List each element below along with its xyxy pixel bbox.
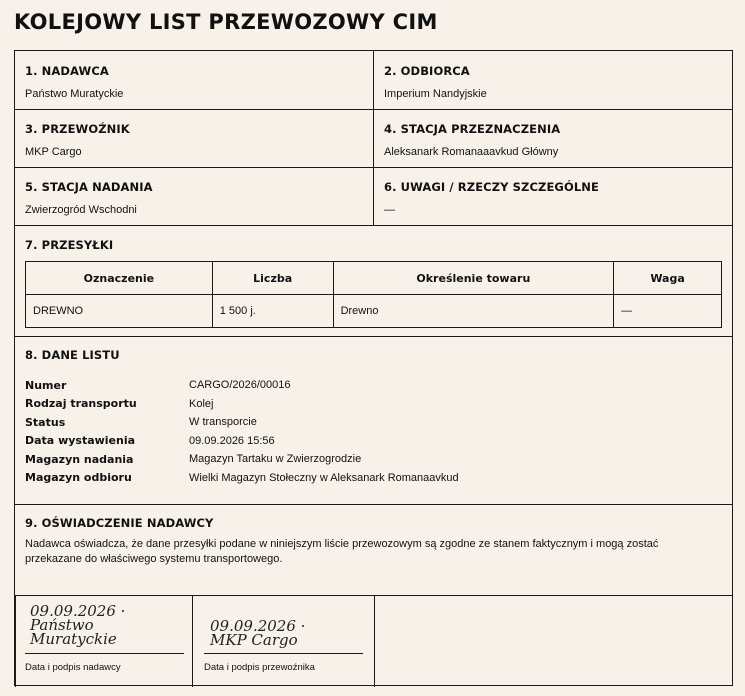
table-row: [26, 295, 722, 328]
signature-name: Państwo: [30, 616, 94, 634]
column-header: Liczba: [212, 262, 333, 295]
table-cell: DREWNO: [26, 295, 213, 328]
divider: [15, 504, 732, 505]
destination-section: [384, 122, 560, 158]
details-value: Magazyn Tartaku w Zwierzogrodzie: [189, 453, 362, 466]
carrier-label: 3. PRZEWOŹNIK: [25, 122, 130, 136]
signature-date: 09.09.2026 ·: [210, 617, 306, 635]
details-key: Data wystawienia: [25, 434, 136, 448]
details-row: [25, 469, 459, 488]
destination-label: 4. STACJA PRZEZNACZENIA: [384, 122, 561, 136]
table-cell: Drewno: [333, 295, 614, 328]
sender-signature: [30, 604, 125, 646]
table-header-row: [26, 262, 722, 295]
sender-signature-caption: Data i podpis nadawcy: [25, 662, 121, 673]
divider: [192, 595, 193, 687]
divider: [373, 51, 374, 225]
details-value: 09.09.2026 15:56: [189, 434, 275, 447]
signature-line: [204, 653, 363, 654]
details-list: [25, 376, 459, 487]
declaration-text: Nadawca oświadcza, że dane przesyłki podane w niniejszym liście przewozowym są zgodne ze stanem faktycznym i mogą zostać przekazane do właściwego systemu transportowego.: [25, 538, 659, 565]
details-key: Magazyn nadania: [25, 452, 134, 466]
recipient-label: 2. ODBIORCA: [384, 64, 470, 78]
divider: [374, 595, 375, 687]
carrier-signature-caption: Data i podpis przewoźnika: [204, 662, 315, 673]
shipments-table: [25, 261, 722, 328]
declaration-label: 9. OŚWIADCZENIE NADAWCY: [25, 516, 214, 530]
table-cell: —: [614, 295, 722, 328]
recipient-section: [384, 64, 487, 100]
shipments-label: 7. PRZESYŁKI: [25, 238, 114, 252]
carrier-value: MKP Cargo: [25, 146, 82, 158]
details-key: Rodzaj transportu: [25, 397, 137, 411]
carrier-section: [25, 122, 130, 158]
details-key: Magazyn odbioru: [25, 471, 132, 485]
divider: [15, 225, 732, 226]
details-row: [25, 450, 459, 469]
origin-value: Zwierzogród Wschodni: [25, 204, 137, 216]
sender-label: 1. NADAWCA: [25, 64, 109, 78]
remarks-label: 6. UWAGI / RZECZY SZCZEGÓLNE: [384, 180, 599, 194]
divider: [15, 595, 16, 687]
carrier-signature: [210, 619, 305, 647]
details-value: Kolej: [189, 397, 214, 410]
origin-label: 5. STACJA NADANIA: [25, 180, 153, 194]
details-row: [25, 432, 459, 451]
column-header: Waga: [614, 262, 722, 295]
table-cell: 1 500 j.: [212, 295, 333, 328]
recipient-value: Imperium Nandyjskie: [384, 88, 487, 100]
details-value: CARGO/2026/00016: [189, 379, 291, 392]
column-header: Określenie towaru: [333, 262, 614, 295]
waybill-form: [14, 50, 733, 686]
signature-name: MKP Cargo: [210, 631, 298, 649]
document-title: KOLEJOWY LIST PRZEWOZOWY CIM: [14, 10, 438, 34]
sender-section: [25, 64, 123, 100]
details-row: [25, 413, 459, 432]
sender-value: Państwo Muratyckie: [25, 88, 124, 100]
divider: [15, 336, 732, 337]
origin-section: [25, 180, 153, 216]
remarks-value: —: [384, 204, 395, 216]
signature-name: Muratyckie: [30, 630, 117, 648]
details-row: [25, 395, 459, 414]
details-value: W transporcie: [189, 416, 257, 429]
column-header: Oznaczenie: [26, 262, 213, 295]
destination-value: Aleksanark Romanaaavkud Główny: [384, 146, 559, 158]
details-label: 8. DANE LISTU: [25, 348, 120, 362]
remarks-section: [384, 180, 599, 216]
details-key: Numer: [25, 378, 67, 392]
details-value: Wielki Magazyn Stołeczny w Aleksanark Romanaavkud: [189, 471, 459, 484]
signature-date: 09.09.2026 ·: [30, 602, 126, 620]
signature-line: [25, 653, 184, 654]
details-row: [25, 376, 459, 395]
details-key: Status: [25, 415, 66, 429]
